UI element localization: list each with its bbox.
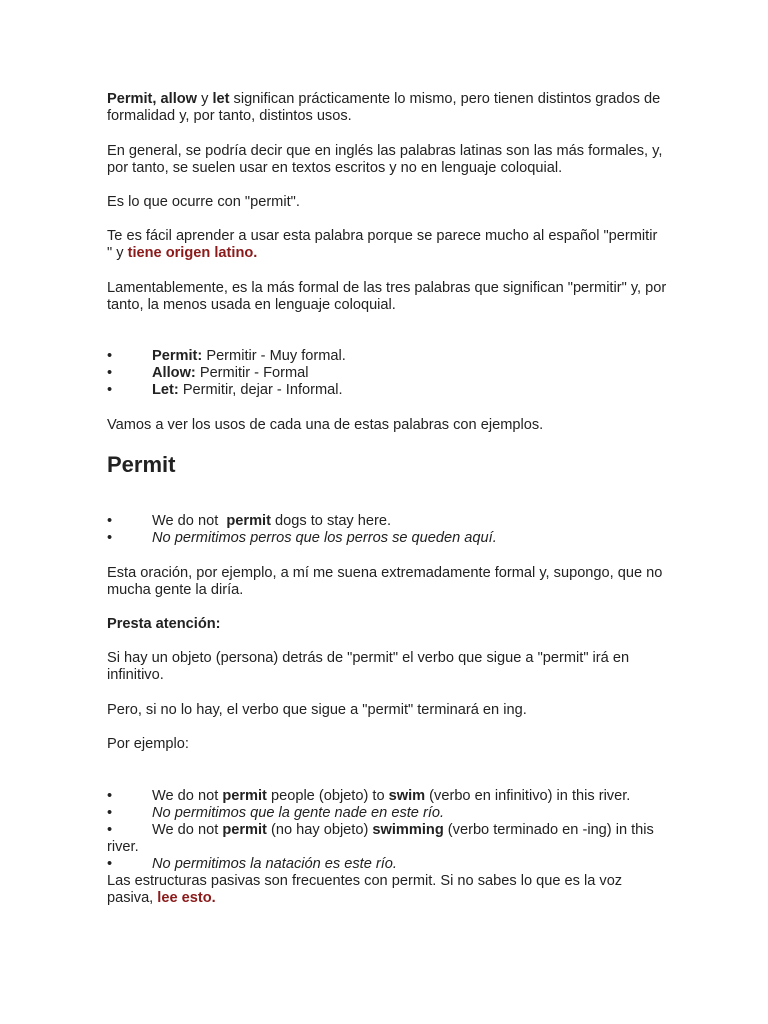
link-lee-esto[interactable]: lee esto. [157, 890, 216, 906]
list-item: • Allow: Permitir - Formal [107, 365, 309, 381]
link-origen-latino[interactable]: tiene origen latino. [127, 245, 258, 261]
intro-paragraph-5: Lamentablemente, es la más formal de las tres palabras que significan "permitir" y, por tanto, la menos usada en lenguaje coloquial. [107, 280, 667, 313]
list-item: • No permitimos perros que los perros se queden aquí. [107, 530, 497, 546]
section-heading-permit: Permit [107, 452, 176, 477]
list-item: • Let: Permitir, dejar - Informal. [107, 382, 343, 398]
list-item: • No permitimos la natación es este río. [107, 856, 397, 872]
list-item: • No permitimos que la gente nade en este río. [107, 805, 445, 821]
intro-paragraph-1: Permit, allow y let significan prácticamente lo mismo, pero tienen distintos grados de formalidad y, por tanto, distintos usos. [107, 91, 661, 124]
lead-paragraph: Vamos a ver los usos de cada una de estas palabras con ejemplos. [107, 417, 544, 433]
rule-paragraph-1: Si hay un objeto (persona) detrás de "permit" el verbo que sigue a "permit" irá en infinitivo. [107, 650, 630, 683]
list-item: • We do not permit (no hay objeto) swimming (verbo terminado en -ing) in this river. [107, 822, 654, 855]
bullet-icon: • [107, 348, 113, 364]
usage-example-list [107, 788, 667, 873]
list-item: • We do not permit people (objeto) to swim (verbo en infinitivo) in this river. [107, 788, 631, 804]
bullet-icon: • [107, 530, 113, 546]
attention-label: Presta atención: [107, 616, 221, 632]
bullet-icon: • [107, 788, 113, 804]
bullet-icon: • [107, 856, 113, 872]
intro-paragraph-2: En general, se podría decir que en inglés las palabras latinas son las más formales, y, por tanto, se suelen usar en textos escritos y no en lenguaje coloquial. [107, 143, 663, 176]
for-example-label: Por ejemplo: [107, 736, 189, 752]
term-permit-allow: Permit, allow [107, 91, 198, 107]
bullet-icon: • [107, 822, 113, 838]
formality-list [107, 348, 667, 399]
rule-paragraph-2: Pero, si no lo hay, el verbo que sigue a "permit" terminará en ing. [107, 702, 527, 718]
comment-paragraph: Esta oración, por ejemplo, a mí me suena extremadamente formal y, supongo, que no mucha gente la diría. [107, 565, 663, 598]
bullet-icon: • [107, 805, 113, 821]
permit-example-list [107, 513, 667, 547]
intro-paragraph-3: Es lo que ocurre con "permit". [107, 194, 300, 210]
bullet-icon: • [107, 365, 113, 381]
bullet-icon: • [107, 382, 113, 398]
term-let: let [212, 91, 230, 107]
bullet-icon: • [107, 513, 113, 529]
list-item: • We do not permit dogs to stay here. [107, 513, 392, 529]
passive-paragraph: Las estructuras pasivas son frecuentes con permit. Si no sabes lo que es la voz pasiva, lee esto. [107, 873, 623, 906]
intro-paragraph-4: Te es fácil aprender a usar esta palabra porque se parece mucho al español "permitir " y tiene origen latino. [107, 228, 658, 261]
list-item: • Permit: Permitir - Muy formal. [107, 348, 346, 364]
